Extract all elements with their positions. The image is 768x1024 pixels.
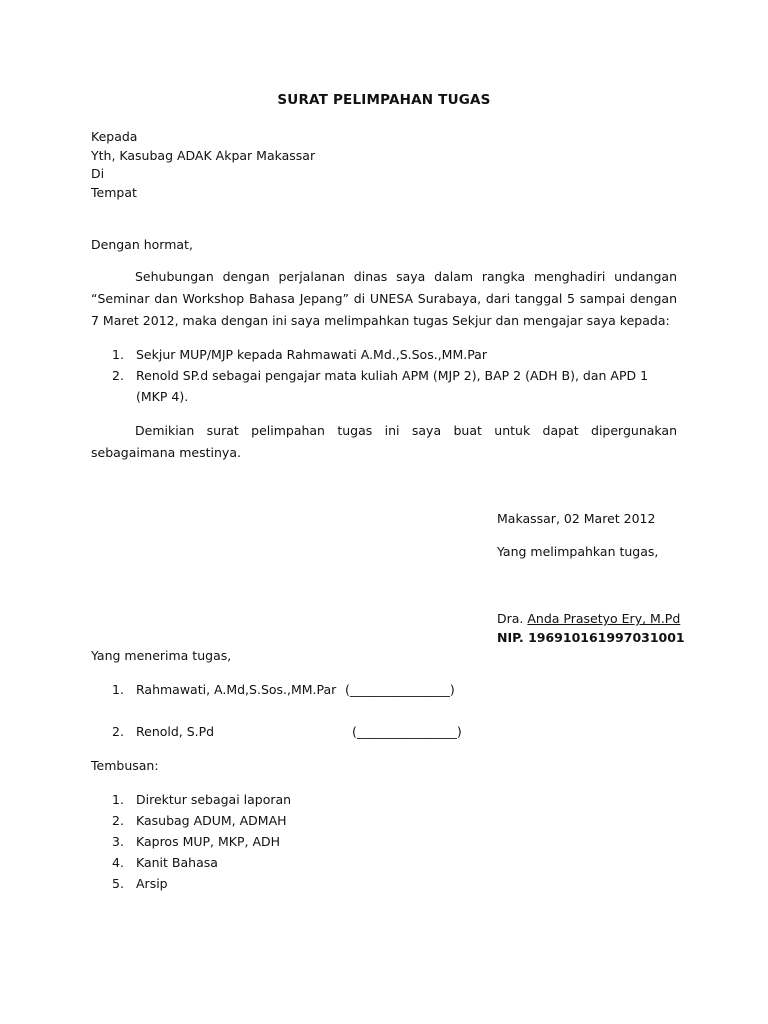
list-item (91, 873, 691, 894)
closing-paragraph (91, 420, 677, 464)
receiver-item-2-number: 2. (112, 724, 124, 739)
list-item-text: Renold SP.d sebagai pengajar mata kuliah APM (MJP 2), BAP 2 (ADH B), dan APD 1 (MKP 4). (136, 368, 649, 404)
recipient-line-2: Yth, Kasubag ADAK Akpar Makassar (91, 148, 316, 163)
list-item-text: Arsip (136, 876, 168, 891)
list-item (91, 789, 691, 810)
list-item-text: Sekjur MUP/MJP kepada Rahmawati A.Md.,S.Sos.,MM.Par (136, 347, 487, 362)
list-item-number: 2. (112, 368, 124, 383)
signature-role: Yang melimpahkan tugas, (497, 544, 659, 559)
delegation-list (91, 344, 691, 407)
recipient-line-1: Kepada (91, 129, 138, 144)
list-item-number: 5. (112, 876, 124, 891)
list-item-number: 1. (112, 347, 124, 362)
receiver-item-1-number: 1. (112, 682, 124, 697)
signatory-name-line (497, 609, 680, 629)
list-item (91, 344, 691, 365)
list-item (91, 365, 677, 407)
greeting: Dengan hormat, (91, 237, 193, 252)
list-item-text: Kanit Bahasa (136, 855, 218, 870)
letter-title: SURAT PELIMPAHAN TUGAS (277, 92, 491, 108)
list-item-number: 3. (112, 834, 124, 849)
receiver-heading: Yang menerima tugas, (91, 648, 232, 663)
list-item (91, 810, 691, 831)
recipient-line-4: Tempat (91, 185, 137, 200)
signatory-prefix: Dra. (497, 611, 528, 626)
list-item-text: Direktur sebagai laporan (136, 792, 292, 807)
body-paragraph-text: Sehubungan dengan perjalanan dinas saya dalam rangka menghadiri undangan “Seminar dan Workshop Bahasa Jepang” di UNESA Surabaya, dari tanggal 5 sampai dengan 7 Maret 2012, maka dengan ini saya melimpahkan tugas Sekjur dan mengajar saya kepada: (91, 269, 677, 328)
cc-list (91, 789, 691, 894)
list-item-text: Kasubag ADUM, ADMAH (136, 813, 287, 828)
list-item (91, 852, 691, 873)
recipient-line-3: Di (91, 166, 105, 181)
cc-heading: Tembusan: (91, 758, 159, 773)
receiver-item-2-name: Renold, S.Pd (136, 724, 215, 739)
list-item-number: 4. (112, 855, 124, 870)
receiver-item-1-signature-blank: (________________) (345, 682, 455, 697)
list-item (91, 831, 691, 852)
closing-paragraph-text: Demikian surat pelimpahan tugas ini saya buat untuk dapat dipergunakan sebagaimana mestinya. (91, 423, 677, 460)
receiver-item-2-signature-blank: (________________) (352, 724, 462, 739)
list-item-text: Kapros MUP, MKP, ADH (136, 834, 281, 849)
list-item-number: 2. (112, 813, 124, 828)
body-paragraph (91, 266, 677, 332)
receiver-item-1-name: Rahmawati, A.Md,S.Sos.,MM.Par (136, 682, 337, 697)
signatory-nip: NIP. 196910161997031001 (497, 630, 685, 645)
place-date: Makassar, 02 Maret 2012 (497, 511, 656, 526)
list-item-number: 1. (112, 792, 124, 807)
signatory-name: Anda Prasetyo Ery, M.Pd (527, 611, 681, 626)
